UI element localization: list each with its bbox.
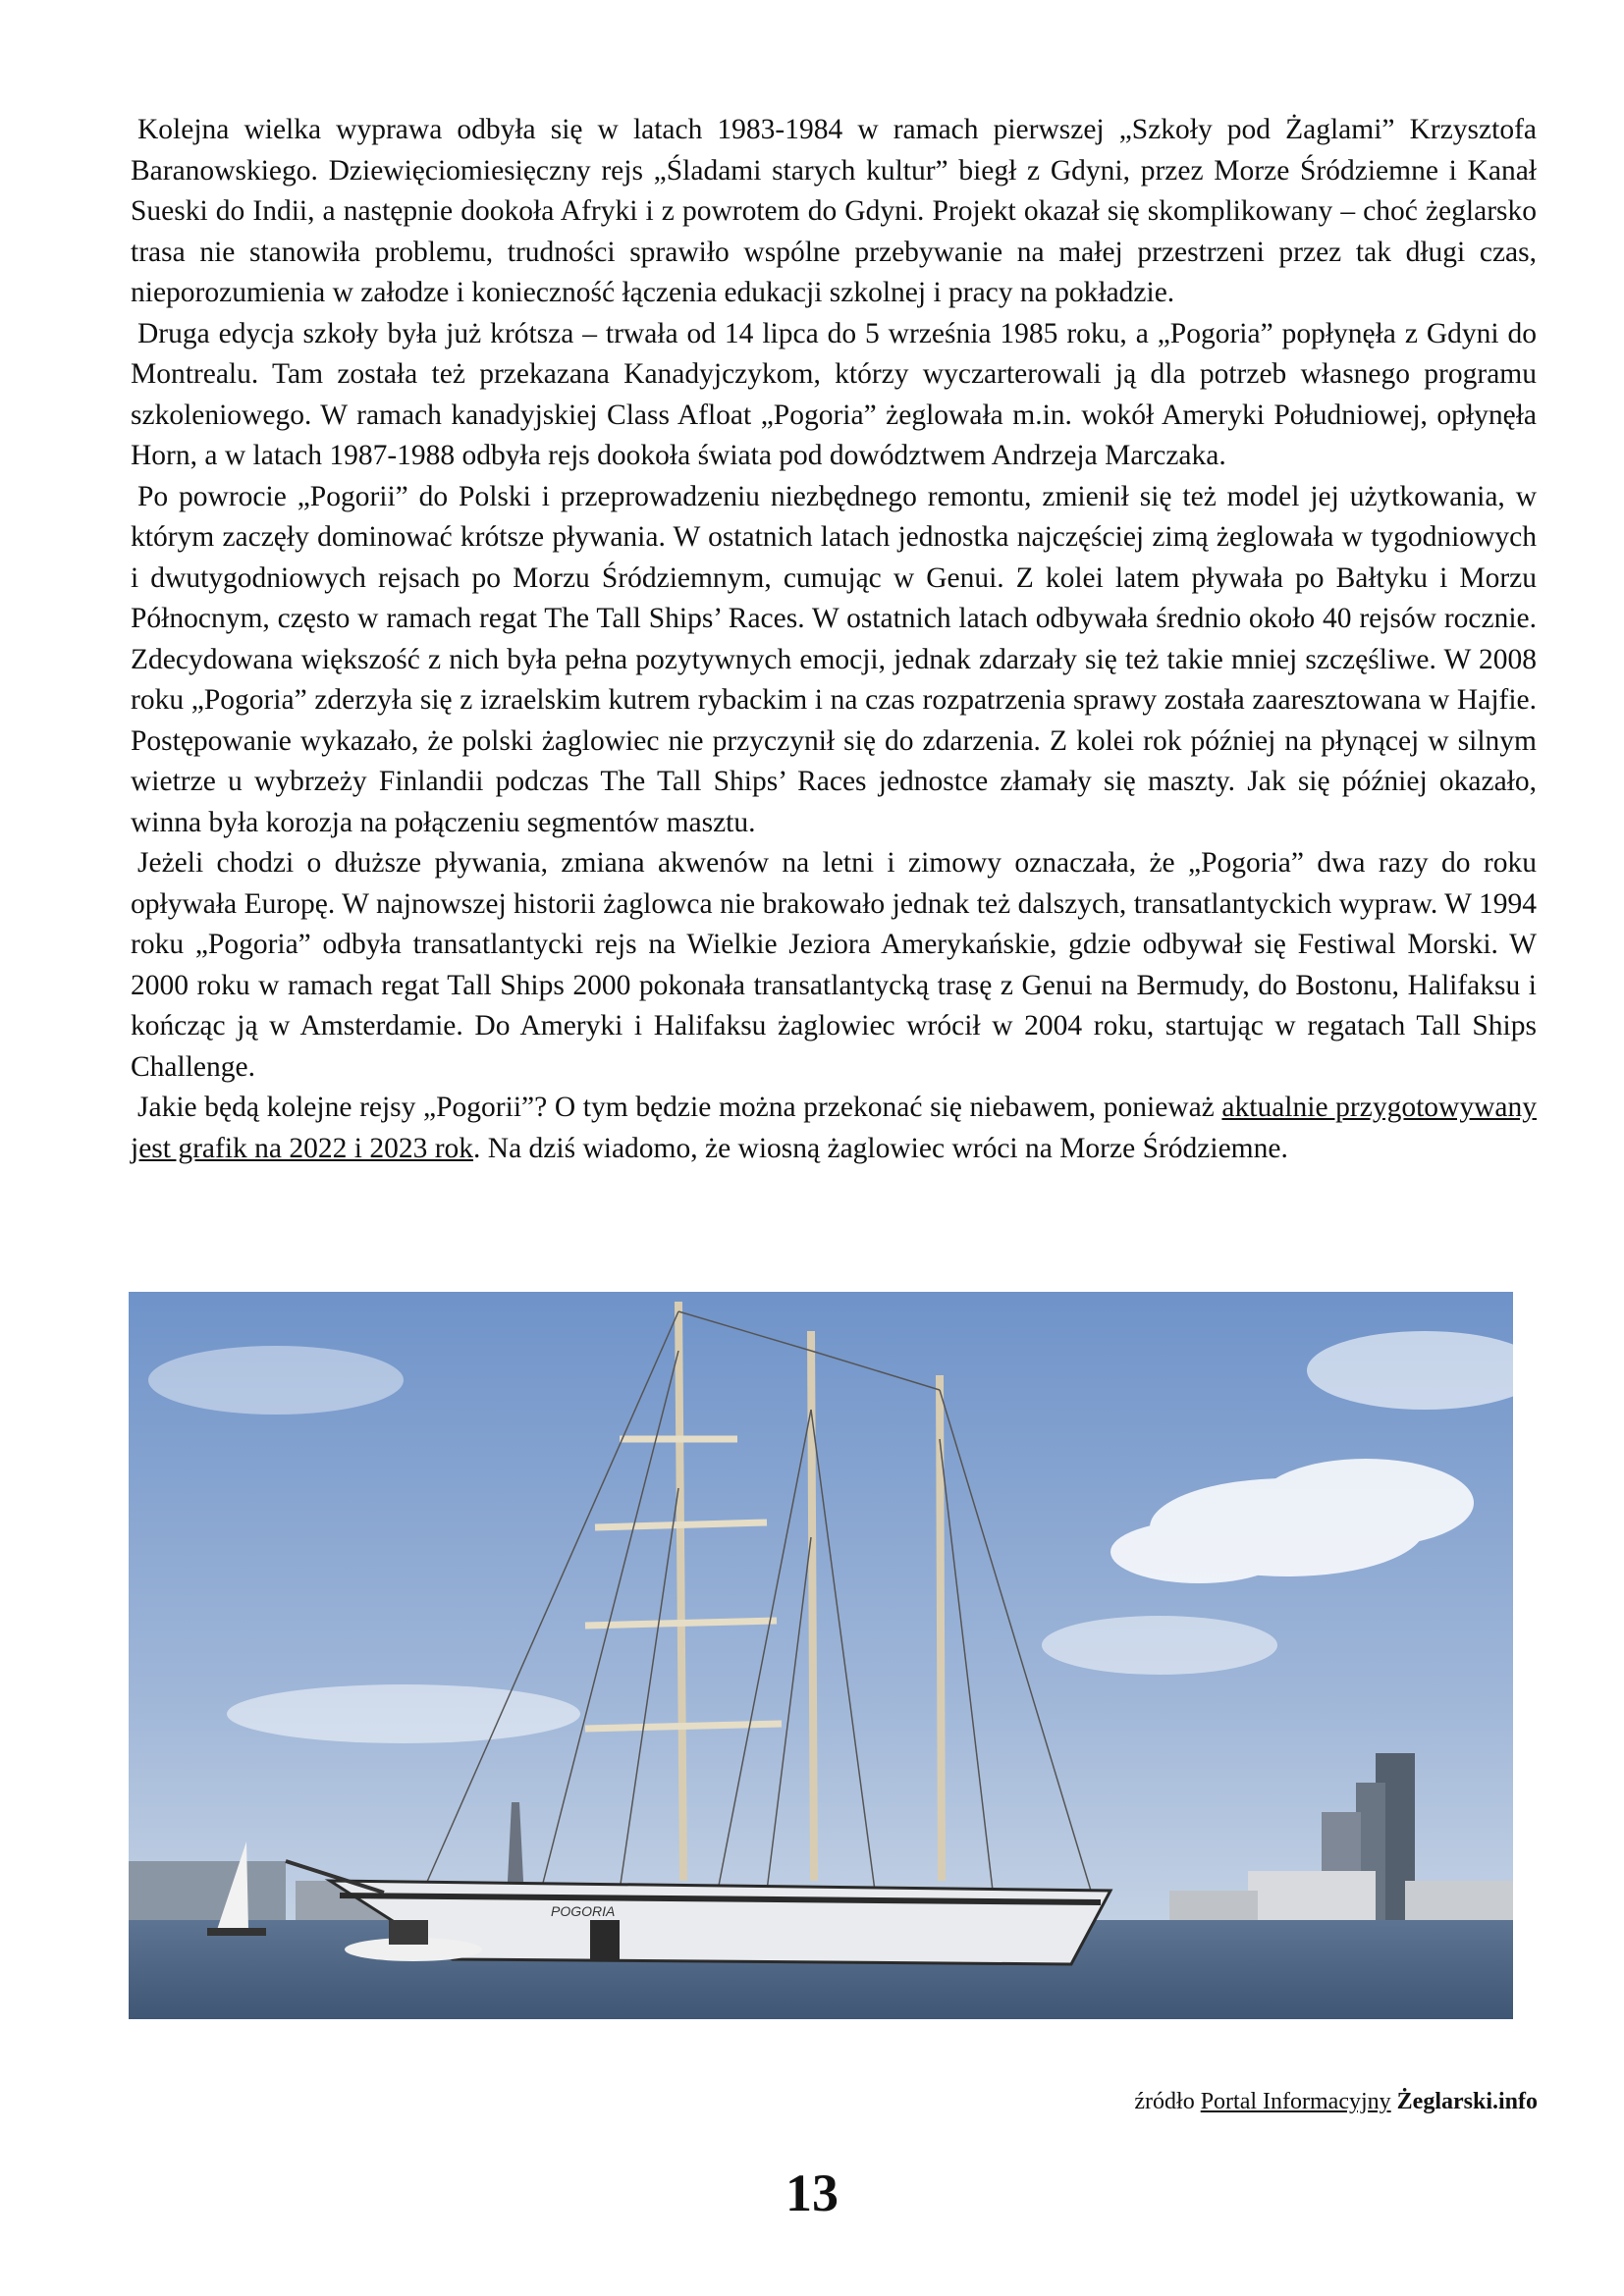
paragraph-1: Kolejna wielka wyprawa odbyła się w latach 1983-1984 w ramach pierwszej „Szkoły pod Żaglami” Krzysztofa Baranowskiego. Dziewięciomiesięczny rejs „Śladami starych kultur” biegł z Gdyni, przez Morze Śródziemne i Kanał Sueski do Indii, a następnie dookoła Afryki i z powrotem do Gdyni. Projekt okazał się skomplikowany – choć żeglarsko trasa nie stanowiła problemu, trudności sprawiło wspólne przebywanie na małej przestrzeni przez tak długi czas, nieporozumienia w załodze i konieczność łączenia edukacji szkolnej i pracy na pokładzie. — [131, 114, 1537, 308]
schedule-link[interactable]: aktualnie przygotowywany jest grafik na 2022 i 2023 rok — [131, 1092, 1538, 1164]
source-link[interactable]: Portal Informacyjny — [1200, 2089, 1391, 2114]
page-number: 13 — [785, 2163, 839, 2222]
ship-photo — [129, 1292, 1513, 2019]
paragraph-5-end: . Na dziś wiadomo, że wiosną żaglowiec wróci na Morze Śródziemne. — [473, 1132, 1288, 1164]
source-brand: Żeglarski.info — [1396, 2089, 1538, 2114]
paragraph-5-start: Jakie będą kolejne rejsy „Pogorii”? O tym będzie można przekonać się niebawem, ponieważ — [137, 1092, 1222, 1123]
paragraph-2: Druga edycja szkoły była już krótsza – trwała od 14 lipca do 5 września 1985 roku, a „Pogoria” popłynęła z Gdyni do Montrealu. Tam została też przekazana Kanadyjczykom, którzy wyczarterowali ją dla potrzeb własnego programu szkoleniowego. W ramach kanadyjskiej Class Afloat „Pogoria” żeglowała m.in. wokół Ameryki Południowej, opłynęła Horn, a w latach 1987-1988 odbyła rejs dookoła świata pod dowództwem Andrzeja Marczaka. — [131, 317, 1537, 471]
source-prefix: źródło — [1134, 2089, 1201, 2114]
photo-source — [1134, 2089, 1538, 2115]
paragraph-3: Po powrocie „Pogorii” do Polski i przeprowadzeniu niezbędnego remontu, zmienił się też model jej użytkowania, w którym zaczęły dominować krótsze pływania. W ostatnich latach jednostka najczęściej zimą żeglowała w tygodniowych i dwutygodniowych rejsach po Morzu Śródziemnym, cumując w Genui. Z kolei latem pływała po Bałtyku i Morzu Północnym, często w ramach regat The Tall Ships’ Races. W ostatnich latach odbywała średnio około 40 rejsów rocznie. Zdecydowana większość z nich była pełna pozytywnych emocji, jednak zdarzały się też takie mniej szczęśliwe. W 2008 roku „Pogoria” zderzyła się z izraelskim kutrem rybackim i na czas rozpatrzenia sprawy została zaaresztowana w Hajfie. Postępowanie wykazało, że polski żaglowiec nie przyczynił się do zdarzenia. Z kolei rok później na płynącej w silnym wietrze u wybrzeży Finlandii podczas The Tall Ships’ Races jednostce złamały się maszty. Jak się później okazało, winna była korozja na połączeniu segmentów masztu. — [131, 480, 1537, 838]
pogoria-tall-ship-illustration — [129, 1292, 1513, 2019]
paragraph-5 — [131, 1088, 1537, 1169]
paragraph-4: Jeżeli chodzi o dłuższe pływania, zmiana akwenów na letni i zimowy oznaczała, że „Pogoria” dwa razy do roku opływała Europę. W najnowszej historii żaglowca nie brakowało jednak też dalszych, transatlantyckich wypraw. W 1994 roku „Pogoria” odbyła transatlantycki rejs na Wielkie Jeziora Amerykańskie, gdzie odbywał się Festiwal Morski. W 2000 roku w ramach regat Tall Ships 2000 pokonała transatlantycką trasę z Genui na Bermudy, do Bostonu, Halifaksu i kończąc ją w Amsterdamie. Do Ameryki i Halifaksu żaglowiec wrócił w 2004 roku, startując w regatach Tall Ships Challenge. — [131, 847, 1537, 1083]
hull-name: POGORIA — [551, 1903, 616, 1919]
article-body — [131, 110, 1537, 1169]
